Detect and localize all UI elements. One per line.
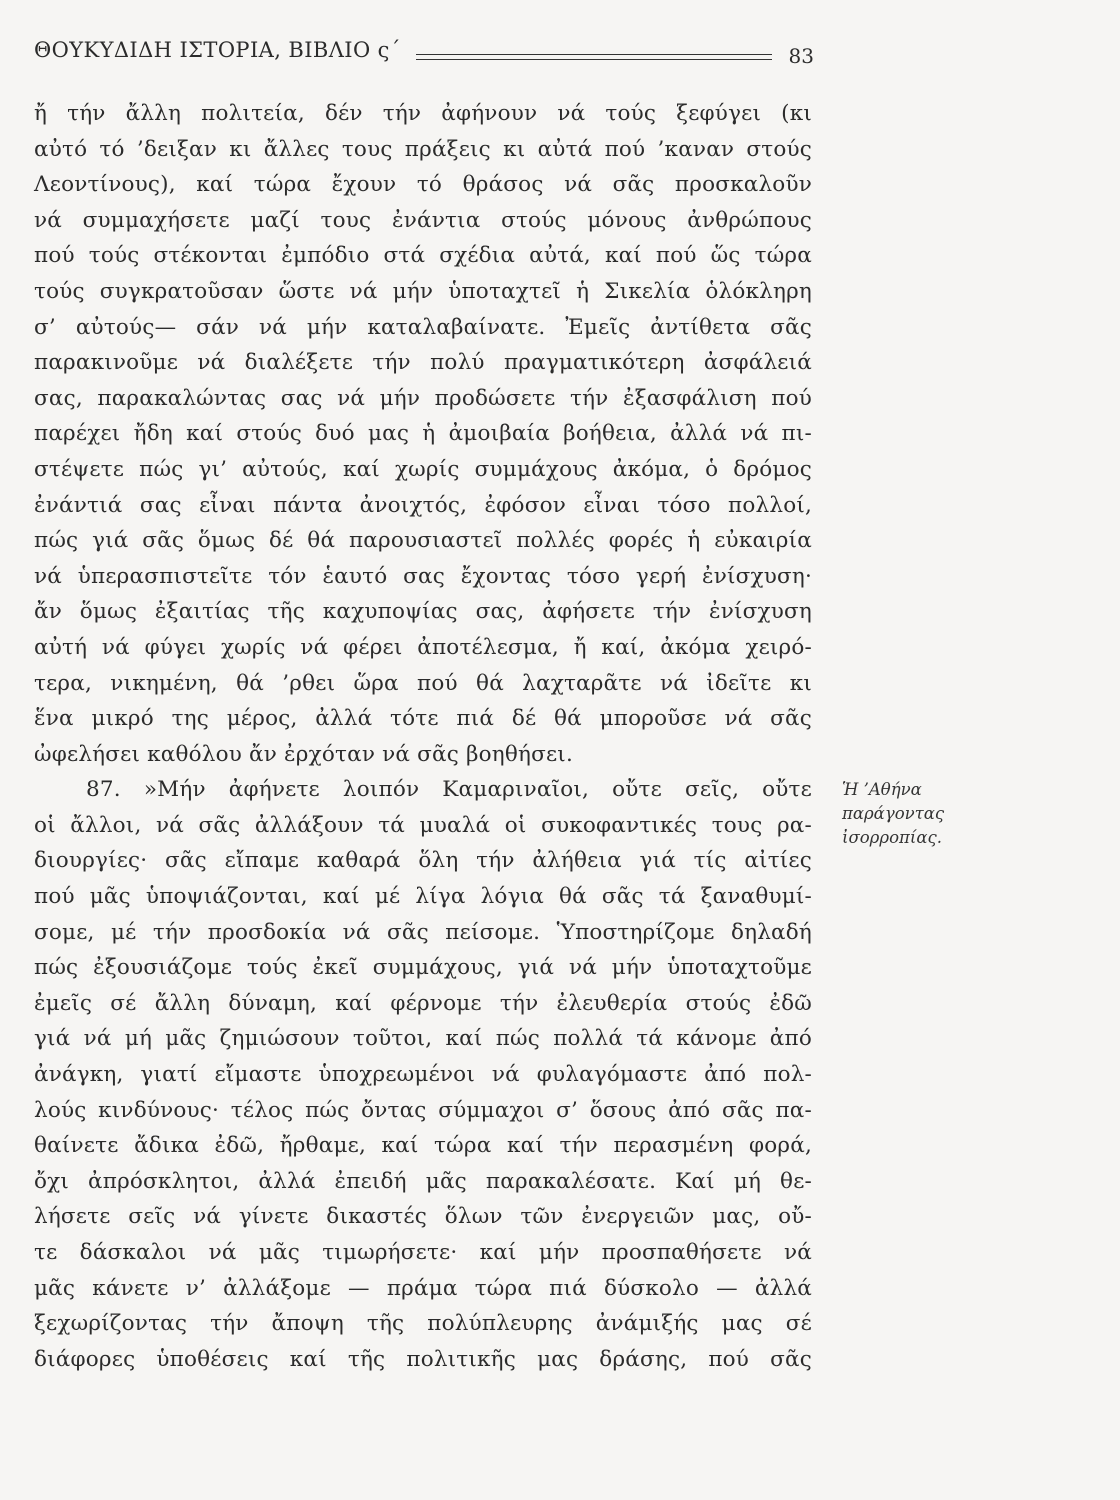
text-line: πού μᾶς ὑποψιάζονται, καί μέ λίγα λόγια θά σᾶς τά ξαναθυμί- [34,884,812,910]
text-line: πού τούς στέκονται ἐμπόδιο στά σχέδια αὐτά, καί πού ὥς τώρα [34,243,812,269]
text-line: παρακινοῦμε νά διαλέξετε τήν πολύ πραγματικότερη ἀσφάλειά [34,350,812,376]
margin-note-line: Ἡ ’Αθήνα [842,780,922,799]
margin-note-line: παράγοντας [842,804,945,823]
text-line: ἤ τήν ἄλλη πολιτεία, δέν τήν ἀφήνουν νά τούς ξεφύγει (κι [34,101,812,126]
text-line: διουργίες· σᾶς εἴπαμε καθαρά ὅλη τήν ἀλήθεια γιά τίς αἰτίες [34,848,812,874]
text-line: τε δάσκαλοι νά μᾶς τιμωρήσετε· καί μήν προσπαθήσετε νά [34,1240,812,1265]
text-line: ξεχωρίζοντας τήν ἄποψη τῆς πολύπλευρης ἀνάμιξής μας σέ [34,1311,812,1337]
text-line: γιά νά μή μᾶς ζημιώσουν τοῦτοι, καί πώς πολλά τά κάνομε ἀπό [34,1026,812,1052]
text-line: στέψετε πώς γι’ αὐτούς, καί χωρίς συμμάχους ἀκόμα, ὁ δρόμος [34,456,812,482]
text-line: λούς κινδύνους· τέλος πώς ὄντας σύμμαχοι σ’ ὅσους ἀπό σᾶς πα- [34,1097,812,1123]
text-line: νά συμμαχήσετε μαζί τους ἐνάντια στούς μόνους ἀνθρώπους [34,207,812,233]
text-line: λήσετε σεῖς νά γίνετε δικαστές ὅλων τῶν ἐνεργειῶν μας, οὔ- [34,1204,812,1230]
text-line: αὐτό τό ’δειξαν κι ἄλλες τους πράξεις κι αὐτά πού ’καναν στούς [34,136,812,162]
text-line: πώς γιά σᾶς ὅμως δέ θά παρουσιαστεῖ πολλές φορές ἡ εὐκαιρία [34,528,812,554]
text-line: ἐνάντιά σας εἶναι πάντα ἀνοιχτός, ἐφόσον εἶναι τόσο πολλοί, [34,492,812,518]
text-line: ἐμεῖς σέ ἄλλη δύναμη, καί φέρνομε τήν ἐλευθερία στούς ἐδῶ [34,990,812,1016]
text-line: νά ὑπερασπιστεῖτε τόν ἑαυτό σας ἔχοντας τόσο γερή ἐνίσχυση· [34,563,812,589]
text-line: θαίνετε ἄδικα ἐδῶ, ἤρθαμε, καί τώρα καί τήν περασμένη φορά, [34,1133,812,1159]
paragraph-end-line: ὠφελήσει καθόλου ἄν ἐρχόταν νά σᾶς βοηθήσει. [34,741,573,767]
text-line: μᾶς κάνετε ν’ ἀλλάξομε — πράμα τώρα πιά δύσκολο — ἀλλά [34,1275,812,1301]
text-line: ἀνάγκη, γιατί εἴμαστε ὑποχρεωμένοι νά φυλαγόμαστε ἀπό πολ- [34,1062,812,1088]
text-line: τούς συγκρατοῦσαν ὥστε νά μήν ὑποταχτεῖ ἡ Σικελία ὁλόκληρη [34,278,812,304]
running-head [34,34,814,74]
text-line: πώς ἐξουσιάζομε τούς ἐκεῖ συμμάχους, γιά νά μήν ὑποταχτοῦμε [34,955,812,981]
margin-note-line: ἰσορροπίας. [842,828,942,847]
text-line: παρέχει ἤδη καί στούς δυό μας ἡ ἀμοιβαία βοήθεια, ἀλλά νά πι- [34,421,812,447]
running-title: ΘΟΥΚΥΔΙΔΗ ΙΣΤΟΡΙΑ, ΒΙΒΛΙΟ ς΄ [34,38,401,62]
text-line: τερα, νικημένη, θά ’ρθει ὥρα πού θά λαχταρᾶτε νά ἰδεῖτε κι [34,670,812,696]
text-line: ὄχι ἀπρόσκλητοι, ἀλλά ἐπειδή μᾶς παρακαλέσατε. Καί μή θε- [34,1168,812,1194]
text-line: ἄν ὅμως ἐξαιτίας τῆς καχυποψίας σας, ἀφήσετε τήν ἐνίσχυση [34,599,812,625]
header-rule [416,54,772,60]
text-line: σομε, μέ τήν προσδοκία νά σᾶς πείσομε. Ὑποστηρίζομε δηλαδή [34,919,812,945]
text-line: αὐτή νά φύγει χωρίς νά φέρει ἀποτέλεσμα, ἤ καί, ἀκόμα χειρό- [34,634,812,660]
text-line: Λεοντίνους), καί τώρα ἔχουν τό θράσος νά σᾶς προσκαλοῦν [34,172,812,198]
text-line: ἕνα μικρό της μέρος, ἀλλά τότε πιά δέ θά μποροῦσε νά σᾶς [34,706,812,732]
section-87-start-line: 87. »Μήν ἀφήνετε λοιπόν Καμαριναῖοι, οὔτε σεῖς, οὔτε [86,777,812,803]
text-line: σας, παρακαλώντας σας νά μήν προδώσετε τήν ἐξασφάλιση πού [34,385,812,411]
body-text [34,96,812,1377]
page-number: 83 [788,44,814,68]
text-line: διάφορες ὑποθέσεις καί τῆς πολιτικῆς μας δράσης, πού σᾶς [34,1346,812,1372]
text-line: οἱ ἄλλοι, νά σᾶς ἀλλάξουν τά μυαλά οἱ συκοφαντικές τους ρα- [34,812,812,838]
margin-note [842,778,992,850]
text-line: σ’ αὐτούς— σάν νά μήν καταλαβαίνατε. Ἐμεῖς ἀντίθετα σᾶς [34,314,812,340]
